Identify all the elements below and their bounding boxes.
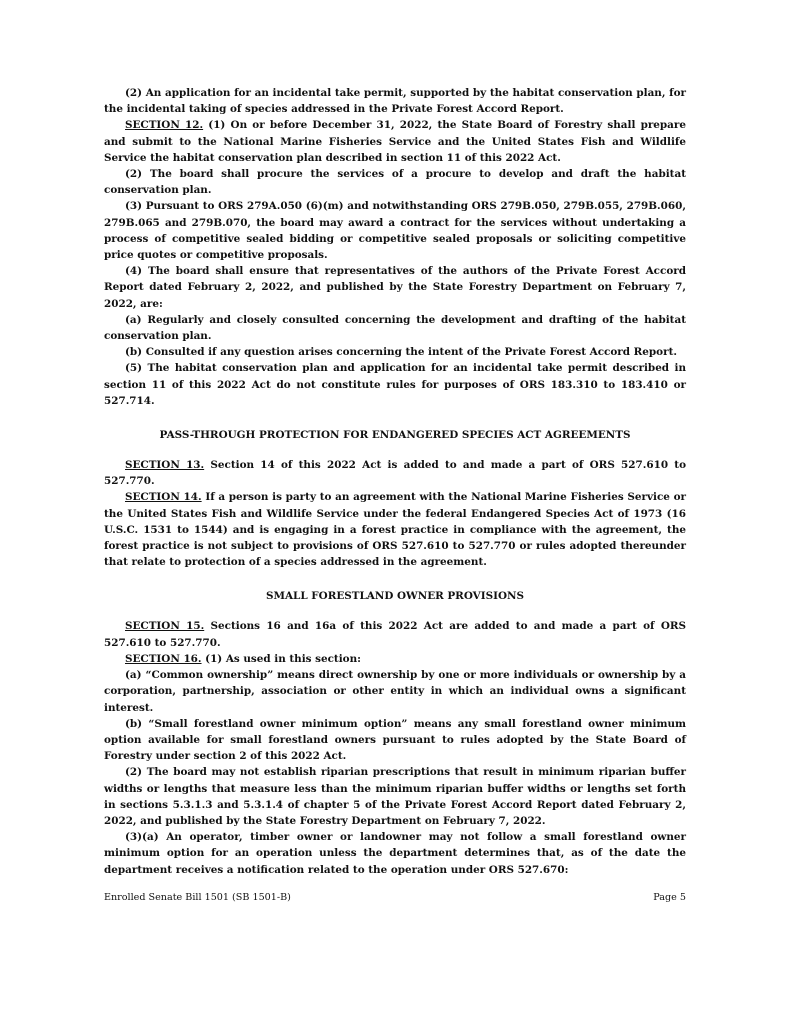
paragraph: (3) Pursuant to ORS 279A.050 (6)(m) and notwithstanding ORS 279B.050, 279B.055, 279B.060, 279B.065 and 279B.070, the board may award a contract for the services without undertaking a process of competitive sealed bidding or competitive sealed proposals or soliciting competitive price quotes or competitive proposals. [104,200,686,262]
section-label: SECTION 14. [125,491,202,504]
paragraph: (3)(a) An operator, timber owner or landowner may not follow a small forestland owner minimum option for an operation unless the department determines that, as of the date the department receives a notification related to the operation under ORS 527.670: [104,831,686,876]
section-14-paragraph [104,489,686,570]
paragraph: (2) The board may not establish riparian prescriptions that result in minimum riparian buffer widths or lengths that measure less than the minimum riparian buffer widths or lengths set forth in sections 5.3.1.3 and 5.3.1.4 of chapter 5 of the Private Forest Accord Report dated February 2, 2022, and published by the State Forestry Department on February 7, 2022. [104,766,686,827]
footer-bill-title: Enrolled Senate Bill 1501 (SB 1501-B) [104,892,291,903]
paragraph-text: If a person is party to an agreement with the National Marine Fisheries Service or the United States Fish and Wildlife Service under the federal Endangered Species Act of 1973 (16 U.S.C. 1531 to 1544) and is engaging in a forest practice in compliance with the agreement, the forest practice is not subject to provisions of ORS 527.610 to 527.770 or rules adopted thereunder that relate to protection of a species addressed in the agreement. [104,491,686,569]
paragraph: (2) The board shall procure the services of a procure to develop and draft the habitat conservation plan. [104,168,686,197]
section-label: SECTION 12. [125,119,204,132]
paragraph-text: Sections 16 and 16a of this 2022 Act are added to and made a part of ORS 527.610 to 527.770. [104,620,687,649]
section-12-paragraph [104,117,686,166]
paragraph: (a) Regularly and closely consulted concerning the development and drafting of the habitat conservation plan. [104,313,686,343]
paragraph-text: (1) On or before December 31, 2022, the State Board of Forestry shall prepare and submit to the National Marine Fisheries Service and the United States Fish and Wildlife Service the habitat conservation plan described in section 11 of this 2022 Act. [104,119,686,164]
document-body [104,85,686,878]
paragraph: (5) The habitat conservation plan and application for an incidental take permit described in section 11 of this 2022 Act do not constitute rules for purposes of ORS 183.310 to 183.410 or 527.714. [104,362,686,407]
paragraph: (b) Consulted if any question arises concerning the intent of the Private Forest Accord Report. [125,346,677,359]
paragraph: (2) An application for an incidental take permit, supported by the habitat conservation plan, for the incidental taking of species addressed in the Private Forest Accord Report. [104,87,686,116]
section-heading-esa: PASS-THROUGH PROTECTION FOR ENDANGERED SPECIES ACT AGREEMENTS [159,429,631,442]
section-16-paragraph [104,651,686,667]
section-label: SECTION 13. [125,459,205,472]
section-heading-small-forestland: SMALL FORESTLAND OWNER PROVISIONS [265,590,525,603]
paragraph-text: (1) As used in this section: [201,652,361,665]
paragraph-text: Section 14 of this 2022 Act is added to and made a part of ORS 527.610 to 527.770. [104,459,687,488]
footer-page-number: Page 5 [653,892,686,903]
page-footer [104,891,686,905]
section-label: SECTION 16. [125,652,202,665]
paragraph: (b) “Small forestland owner minimum option” means any small forestland owner minimum option available for small forestland owners pursuant to rules adopted by the State Board of Forestry under section 2 of this 2022 Act. [104,717,686,763]
paragraph: (a) “Common ownership” means direct ownership by one or more individuals or ownership by a corporation, partnership, association or other entity in which an individual owns a significant interest. [104,669,686,714]
section-15-paragraph [104,618,686,650]
section-13-paragraph [104,457,686,489]
section-label: SECTION 15. [125,620,205,633]
paragraph: (4) The board shall ensure that representatives of the authors of the Private Forest Accord Report dated February 2, 2022, and published by the State Forestry Department on February 7, 2022, are: [104,265,686,310]
